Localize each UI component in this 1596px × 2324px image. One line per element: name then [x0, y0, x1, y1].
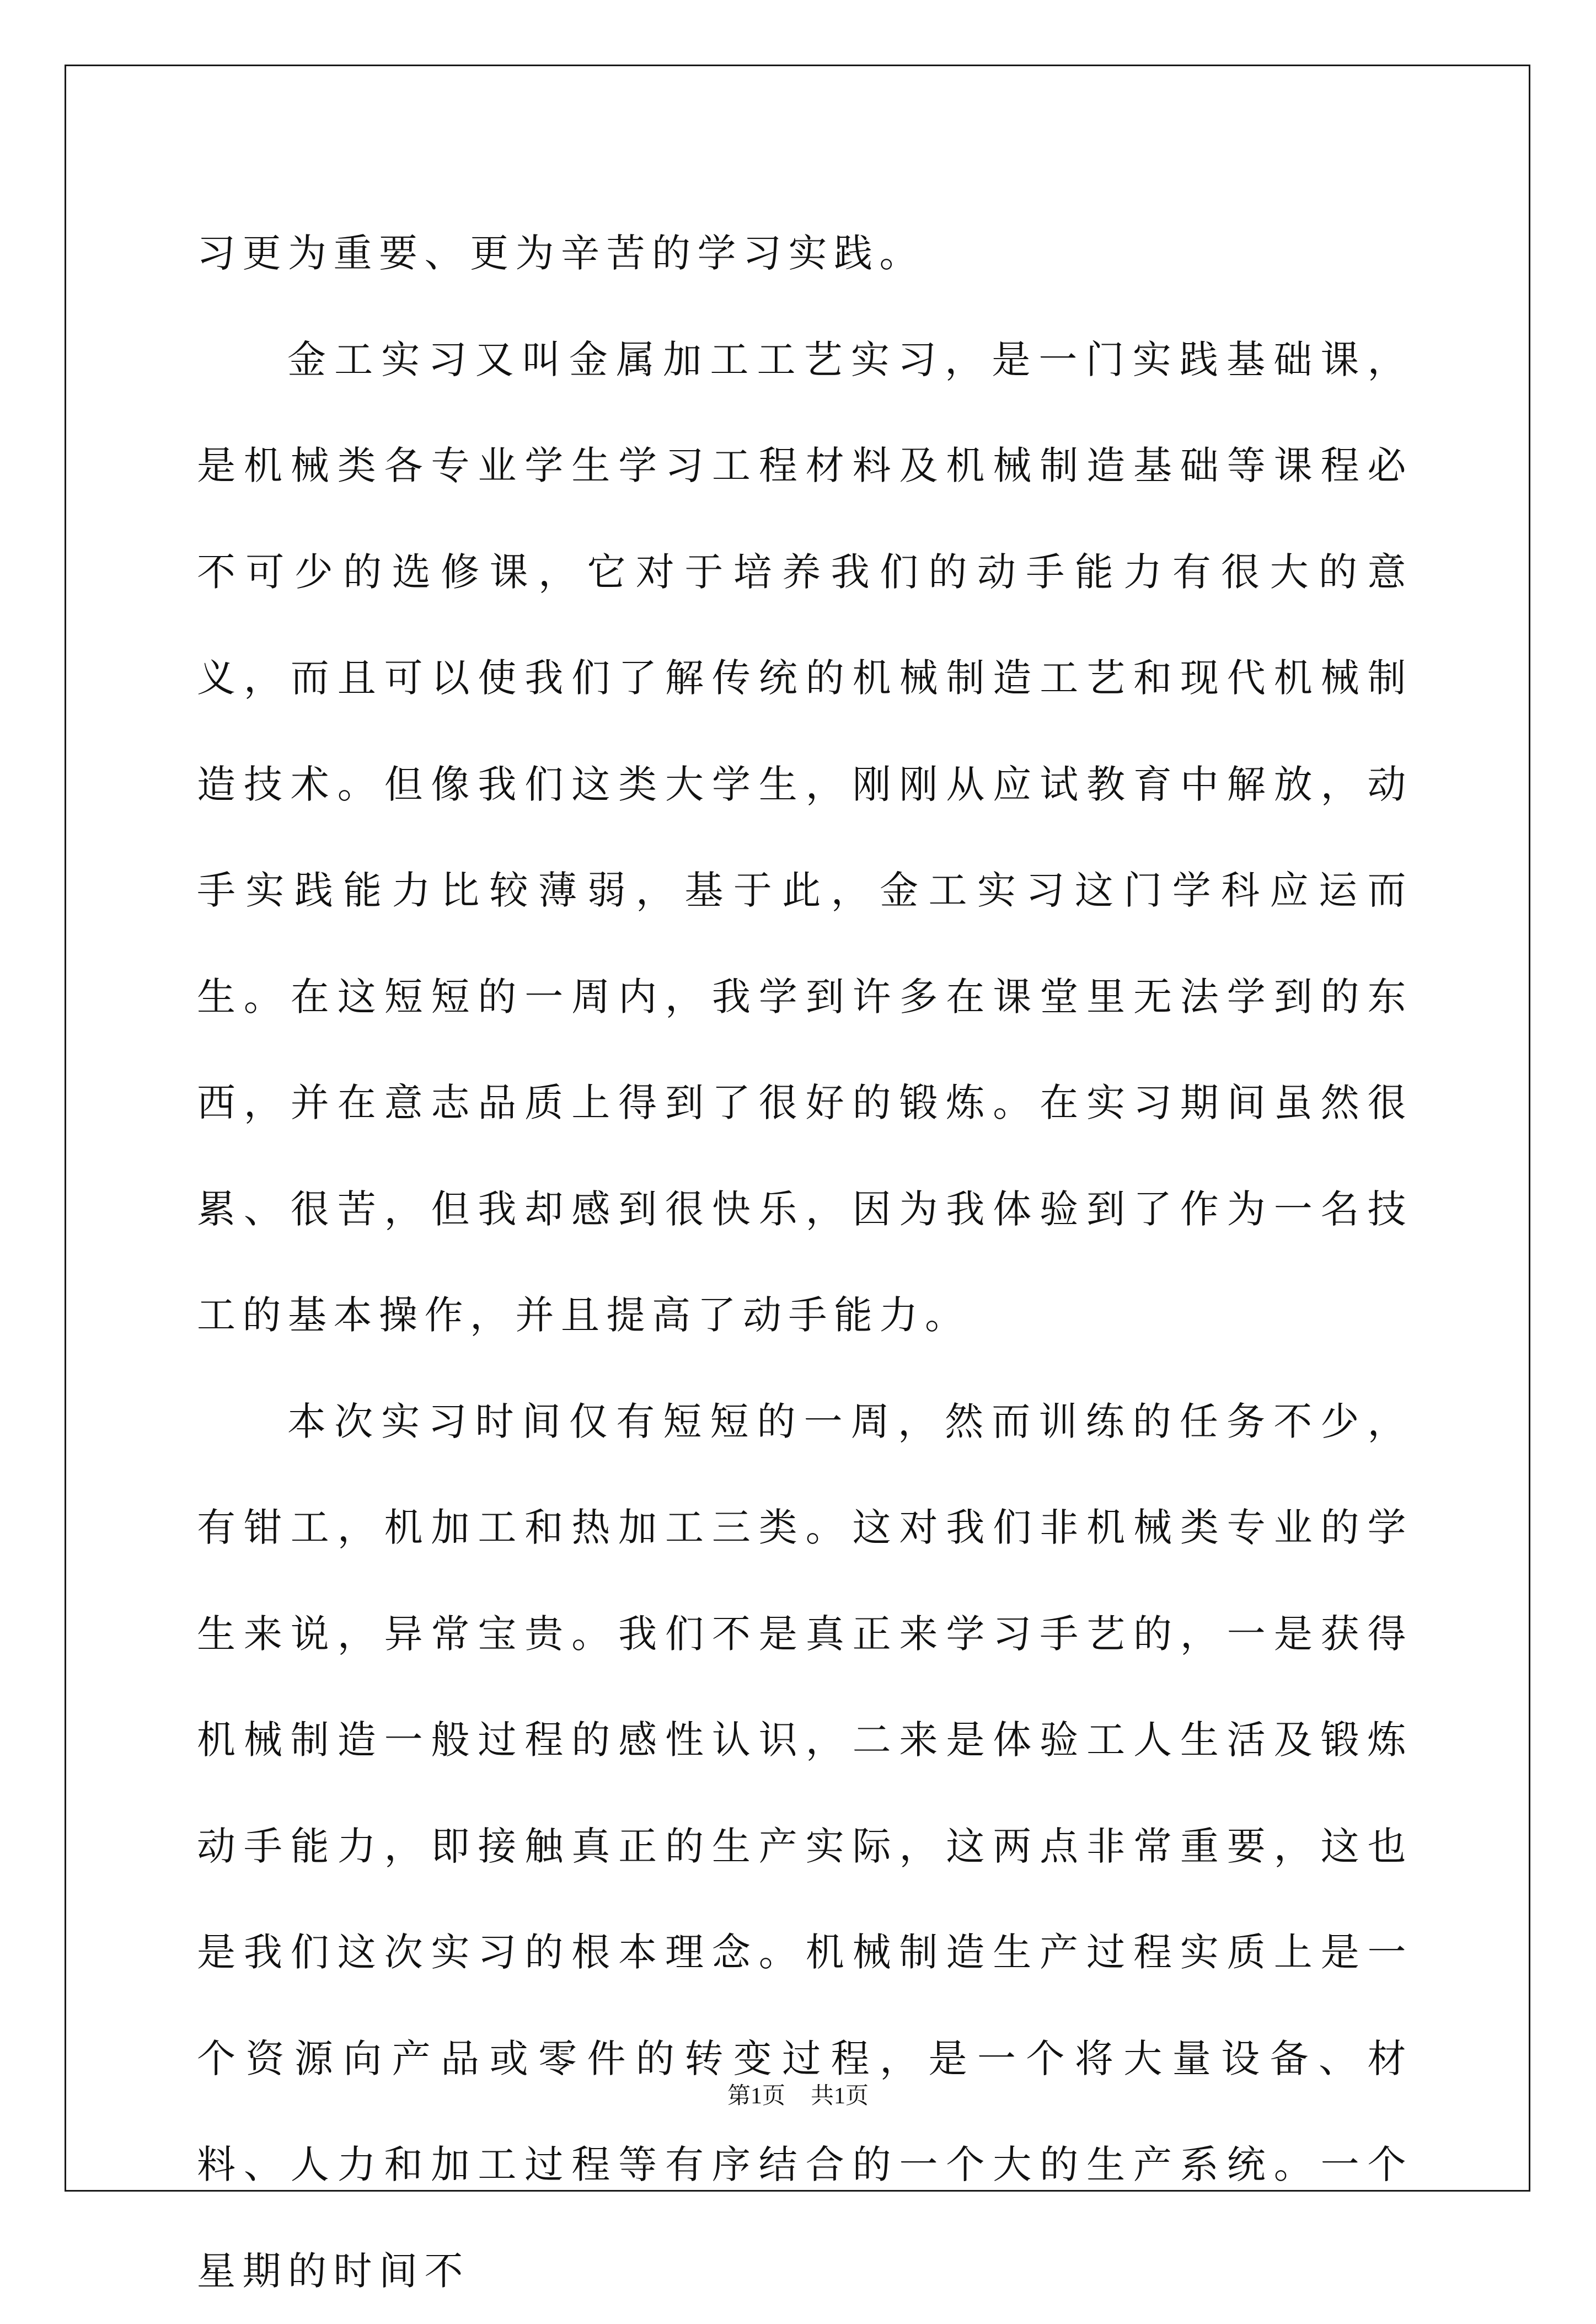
paragraph-internship-scope: 本次实习时间仅有短短的一周，然而训练的任务不少，有钳工，机加工和热加工三类。这对我们非机械类专业的学生来说，异常宝贵。我们不是真正来学习手艺的，一是获得机械制造一般过程的感性认识，二来是体验工人生活及锻炼动手能力，即接触真正的生产实际，这两点非常重要，这也是我们这次实习的根本理念。机械制造生产过程实质上是一个资源向产品或零件的转变过程，是一个将大量设备、材料、人力和加工过程等有序结合的一个大的生产系统。一个星期的时间不 [197, 1369, 1413, 2324]
document-body [197, 200, 1413, 2324]
page-total: 共1页 [811, 2083, 869, 2109]
page-footer [0, 2080, 1596, 2113]
paragraph-metalwork-intro: 金工实习又叫金属加工工艺实习，是一门实践基础课，是机械类各专业学生学习工程材料及机械制造基础等课程必不可少的选修课，它对于培养我们的动手能力有很大的意义，而且可以使我们了解传统的机械制造工艺和现代机械制造技术。但像我们这类大学生，刚刚从应试教育中解放，动手实践能力比较薄弱，基于此，金工实习这门学科应运而生。在这短短的一周内，我学到许多在课堂里无法学到的东西，并在意志品质上得到了很好的锻炼。在实习期间虽然很累、很苦，但我却感到很快乐，因为我体验到了作为一名技工的基本操作，并且提高了动手能力。 [197, 307, 1413, 1369]
paragraph-continuation: 习更为重要、更为辛苦的学习实践。 [197, 200, 1413, 307]
page-number: 第1页 [727, 2083, 785, 2109]
